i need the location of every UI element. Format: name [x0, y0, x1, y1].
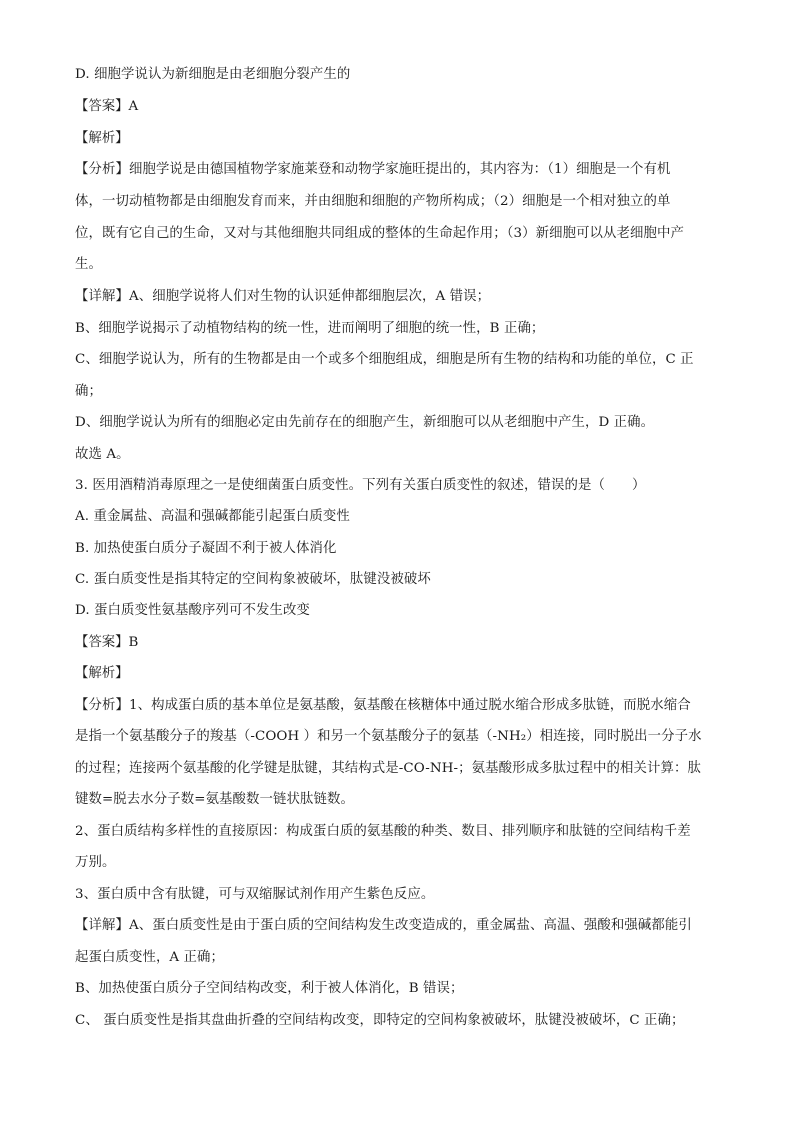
- text-line: C、细胞学说认为，所有的生物都是由一个或多个细胞组成，细胞是所有生物的结构和功能的单位，C 正: [75, 352, 694, 367]
- text-line: 位，既有它自己的生命，又对与其他细胞共同组成的整体的生命起作用；（3）新细胞可以从老细胞中产: [75, 226, 684, 241]
- question-stem: 3. 医用酒精消毒原理之一是使细菌蛋白质变性。下列有关蛋白质变性的叙述，错误的是（ ）: [75, 478, 646, 493]
- text-line: 【分析】细胞学说是由德国植物学家施莱登和动物学家施旺提出的，其内容为：（1）细胞是一个有机: [75, 162, 671, 177]
- text-line: 【详解】A、蛋白质变性是由于蛋白质的空间结构发生改变造成的，重金属盐、高温、强酸和强碱都能引: [75, 918, 692, 933]
- option-c: C. 蛋白质变性是指其特定的空间构象被破坏，肽键没被破坏: [75, 572, 431, 587]
- answer-line: 【答案】B: [75, 635, 139, 650]
- answer-line: 【答案】A: [75, 99, 139, 114]
- text-line: 确；: [75, 384, 102, 399]
- option-d-line: D. 细胞学说认为新细胞是由老细胞分裂产生的: [75, 67, 351, 82]
- text-line: 3、蛋白质中含有肽键，可与双缩脲试剂作用产生紫色反应。: [75, 887, 435, 902]
- text-line: 的过程；连接两个氨基酸的化学键是肽键，其结构式是-CO-NH-；氨基酸形成多肽过程中的相关计算：肽: [75, 761, 701, 776]
- text-line: B、细胞学说揭示了动植物结构的统一性，进而阐明了细胞的统一性，B 正确；: [75, 321, 545, 336]
- text-line: C、 蛋白质变性是指其盘曲折叠的空间结构改变，即特定的空间构象被破坏，肽键没被破坏，C 正确；: [75, 1013, 685, 1028]
- text-line: 键数=脱去水分子数=氨基酸数一链状肽链数。: [75, 792, 354, 807]
- text-line: 故选 A。: [75, 447, 130, 462]
- analysis-heading: 【解析】: [75, 131, 129, 146]
- text-line: 生。: [75, 257, 102, 272]
- text-line: B、加热使蛋白质分子空间结构改变，利于被人体消化，B 错误；: [75, 981, 464, 996]
- option-b: B. 加热使蛋白质分子凝固不利于被人体消化: [75, 541, 337, 556]
- analysis-heading: 【解析】: [75, 666, 129, 681]
- text-line: 2、蛋白质结构多样性的直接原因：构成蛋白质的氨基酸的种类、数目、排列顺序和肽链的空间结构千差: [75, 824, 691, 839]
- text-line: D、细胞学说认为所有的细胞必定由先前存在的细胞产生，新细胞可以从老细胞中产生，D 正确。: [75, 415, 655, 430]
- text-line: 【详解】A、细胞学说将人们对生物的认识延伸都细胞层次，A 错误；: [75, 289, 491, 304]
- text-line: 【分析】1、构成蛋白质的基本单位是氨基酸，氨基酸在核糖体中通过脱水缩合形成多肽链，而脱水缩合: [75, 698, 691, 713]
- text-line: 万别。: [75, 855, 116, 870]
- option-a: A. 重金属盐、高温和强碱都能引起蛋白质变性: [75, 509, 350, 524]
- text-line: 是指一个氨基酸分子的羧基（-COOH ）和另一个氨基酸分子的氨基（-NH₂）相连接，同时脱出一分子水: [75, 729, 702, 744]
- option-d: D. 蛋白质变性氨基酸序列可不发生改变: [75, 603, 310, 618]
- text-line: 起蛋白质变性，A 正确；: [75, 950, 225, 965]
- text-line: 体，一切动植物都是由细胞发育而来，并由细胞和细胞的产物所构成；（2）细胞是一个相对独立的单: [75, 194, 671, 209]
